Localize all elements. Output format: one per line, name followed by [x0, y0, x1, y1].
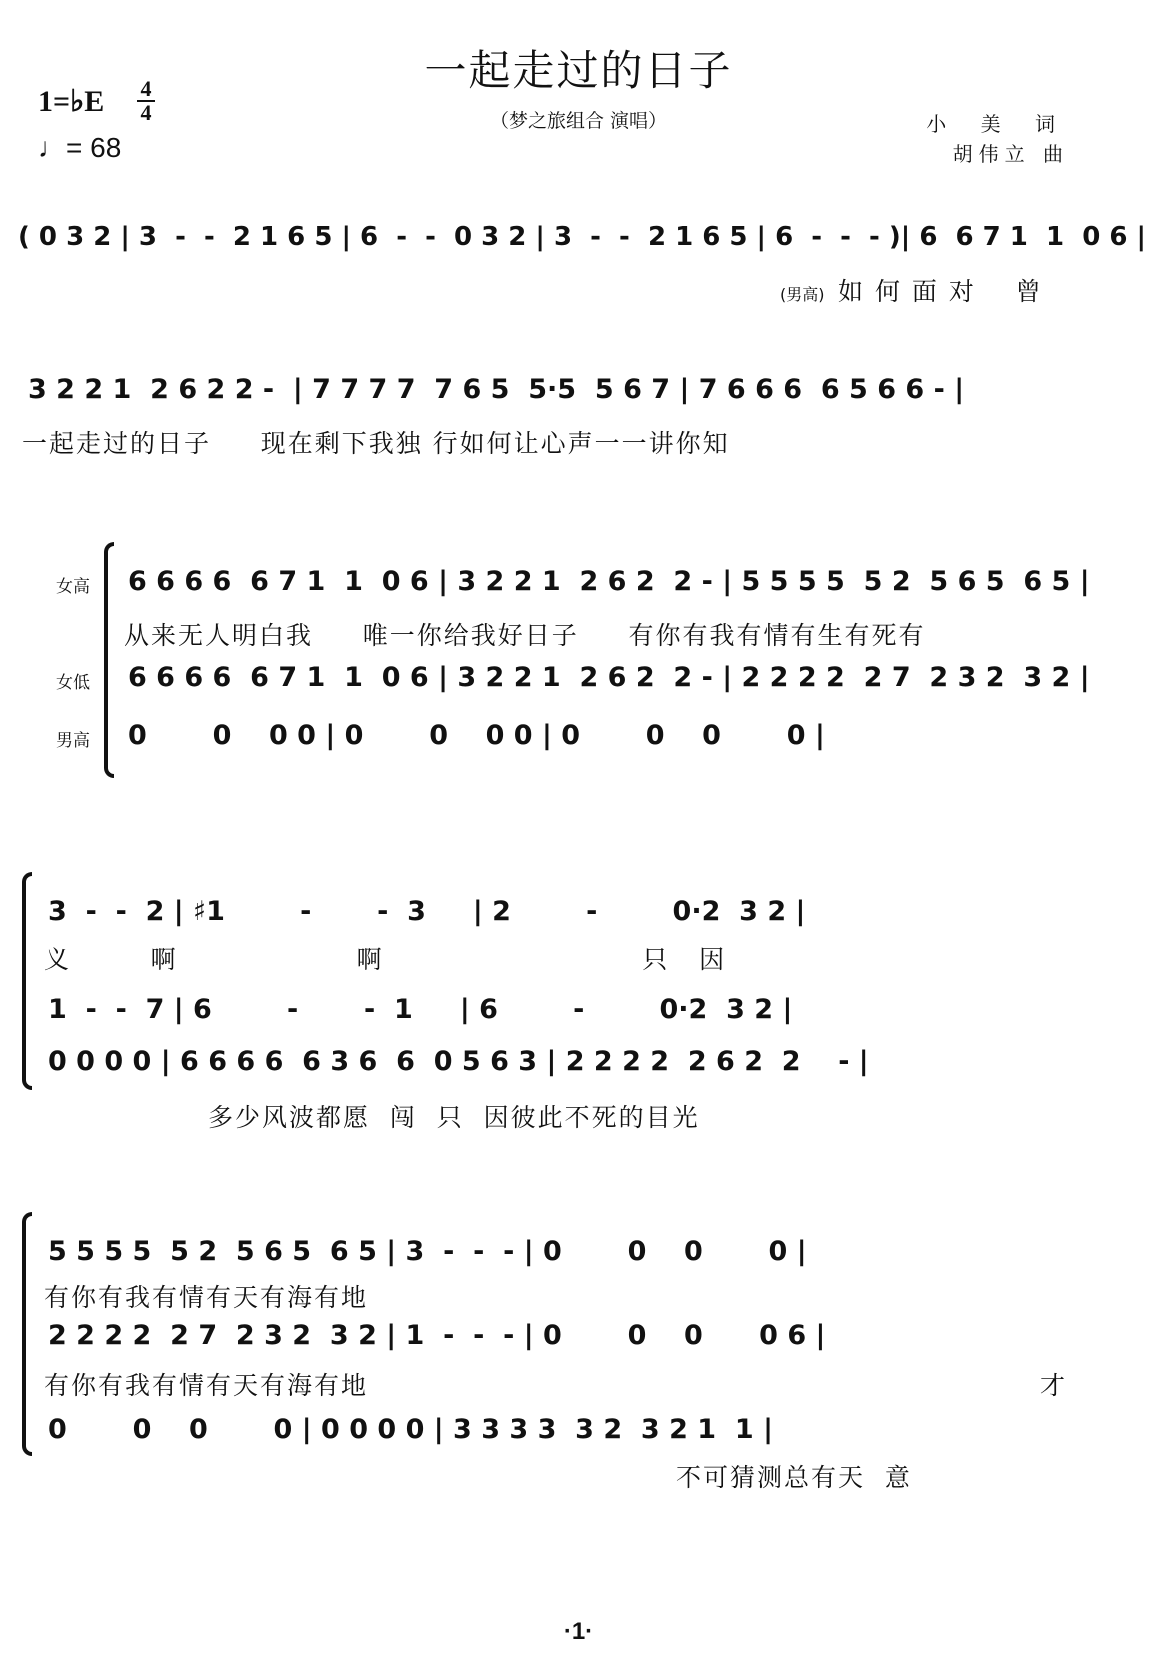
system3-alto-notes: 6 6 6 6 6 7 1 1 0 6 | 3 2 2 1 2 6 2 2 - | 2 2 2 2 2 7 2 3 2 3 2 |: [128, 662, 1090, 693]
system4-tenor-lyrics: 多少风波都愿 闯 只 因彼此不死的目光: [208, 1103, 700, 1132]
system4-brace: [22, 872, 32, 1090]
system5-alto-lyrics: 有你有我有情有天有海有地: [44, 1371, 369, 1400]
key-signature: 1=♭E: [38, 85, 105, 118]
system3-soprano-lyrics: 从来无人明白我 唯一你给我好日子 有你有我有情有生有死有: [124, 621, 926, 650]
system5-soprano-notes: 5 5 5 5 5 2 5 6 5 6 5 | 3 - - - | 0 0 0 0 |: [48, 1236, 807, 1267]
system4-soprano-notes: 3 - - 2 | ♯1 - - 3 | 2 - 0·2 3 2 |: [48, 896, 806, 927]
page-title: 一起走过的日子: [424, 46, 733, 95]
voice-label-tenor: 男高: [56, 731, 90, 751]
voice-label-alto: 女低: [56, 673, 90, 693]
system5-brace: [22, 1212, 32, 1456]
system3-brace: [104, 542, 114, 778]
system5-soprano-lyrics: 有你有我有情有天有海有地: [44, 1283, 369, 1312]
performer-subtitle: （梦之旅组合 演唱）: [489, 110, 668, 132]
lyricist-credit: 小 美 词: [926, 112, 1069, 136]
system3-soprano-notes: 6 6 6 6 6 7 1 1 0 6 | 3 2 2 1 2 6 2 2 - | 5 5 5 5 5 2 5 6 5 6 5 |: [128, 566, 1090, 597]
voice-label-soprano: 女高: [56, 577, 90, 597]
system4-alto-notes: 1 - - 7 | 6 - - 1 | 6 - 0·2 3 2 |: [48, 994, 793, 1025]
system1-notes: ( 0 3 2 | 3 - - 2 1 6 5 | 6 - - 0 3 2 | 3 - - 2 1 6 5 | 6 - - - )| 6 6 7 1 1 0 6 |: [18, 222, 1146, 252]
time-signature-top: 4: [140, 76, 152, 101]
tempo-marking: ♩= 68: [38, 132, 122, 163]
system5-tenor-notes: 0 0 0 0 | 0 0 0 0 | 3 3 3 3 3 2 3 2 1 1 |: [48, 1414, 773, 1445]
system4-tenor-notes: 0 0 0 0 | 6 6 6 6 6 3 6 6 0 5 6 3 | 2 2 2 2 2 6 2 2 - |: [48, 1046, 869, 1077]
system3-tenor-notes: 0 0 0 0 | 0 0 0 0 | 0 0 0 0 |: [128, 720, 825, 751]
system1-lyrics: 如 何 面 对 曾: [838, 277, 1043, 306]
time-signature-bottom: 4: [140, 100, 152, 125]
system5-alto-notes: 2 2 2 2 2 7 2 3 2 3 2 | 1 - - - | 0 0 0 0 6 |: [48, 1320, 826, 1351]
page-number: ·1·: [563, 1618, 594, 1645]
system5-tenor-lyrics: 不可猜测总有天 意: [676, 1463, 912, 1492]
time-signature: [137, 78, 155, 124]
composer-credit: 胡伟立 曲: [952, 142, 1069, 166]
system1-singer-label: (男高): [780, 285, 825, 304]
system2-notes: 3 2 2 1 2 6 2 2 - | 7 7 7 7 7 6 5 5·5 5 6 7 | 7 6 6 6 6 5 6 6 - |: [28, 374, 965, 405]
system5-alto-lyric-end: 才: [1040, 1371, 1068, 1400]
system4-soprano-lyrics: 义 啊 啊 只 因: [44, 945, 727, 974]
system2-lyrics: 一起走过的日子 现在剩下我独 行如何让心声一一讲你知: [22, 429, 730, 458]
